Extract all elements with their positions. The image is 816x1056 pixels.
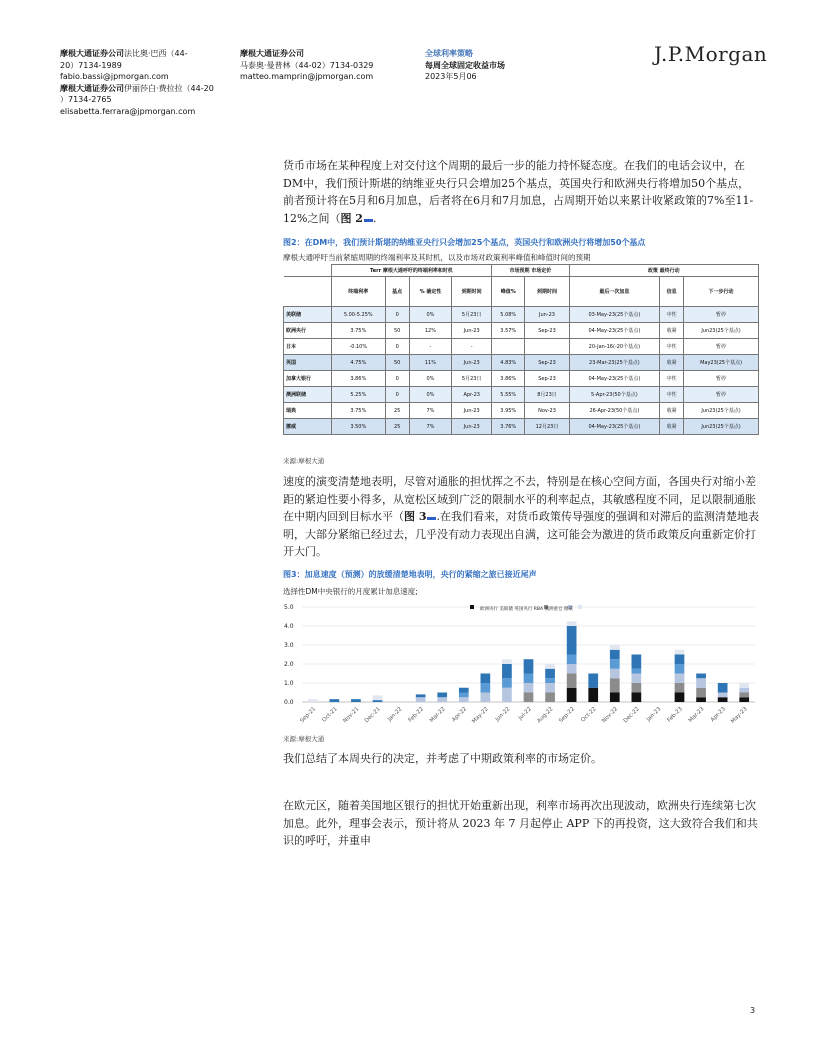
y-tick-label: 4.0: [284, 623, 294, 630]
paragraph-4: 在欧元区，随着美国地区银行的担忧开始重新出现，利率市场再次出现波动，欧洲央行连续第七次加息。此外，理事会表示，预计将从 2023 年 7 月起停止 APP 下的再投资，这大致符合我们和共识的呼吁，并重申: [283, 799, 758, 847]
bar-segment: [567, 655, 577, 665]
x-tick-label: Jan-23: [645, 706, 663, 723]
publication-title: 每周全球固定收益市场: [425, 60, 505, 70]
table-cell: 3.75%: [331, 403, 385, 419]
table-col-header: 基点: [385, 277, 409, 307]
table-row-label: 加拿大银行: [284, 371, 332, 387]
table-cell: Jun23(25个基点): [684, 403, 759, 419]
x-tick-label: Dec-22: [622, 706, 641, 725]
bar-segment: [524, 659, 534, 673]
bar-segment: [545, 693, 555, 703]
bar-segment: [545, 664, 555, 669]
bar-segment: [610, 669, 620, 679]
table-col-header: 最后一次加息: [569, 277, 660, 307]
bar-segment: [373, 700, 383, 702]
table-group-header-policy: 政策 最终行动: [569, 265, 758, 277]
jpmorgan-logo: J.P.Morgan: [654, 42, 768, 66]
x-tick-label: Jul-22: [517, 706, 533, 722]
table-group-header-market: 市场预期 市场定价: [492, 265, 569, 277]
table-row: [284, 323, 759, 339]
bar-segment: [718, 683, 728, 693]
table-col-header: 到期时间: [525, 277, 569, 307]
publication-block: [425, 48, 575, 83]
table-cell: 03-May-23(25个基点): [569, 307, 660, 323]
legend-swatch: [578, 605, 582, 609]
table-cell: 中性: [660, 307, 684, 323]
table-cell: Jun-23: [452, 419, 492, 435]
table-row-label: 瑞典: [284, 403, 332, 419]
x-tick-label: Feb-22: [407, 706, 426, 724]
bar-segment: [416, 694, 426, 697]
bar-segment: [610, 645, 620, 650]
table-cell: 5.08%: [492, 307, 525, 323]
bar-segment: [351, 699, 361, 702]
figure-3-link[interactable]: 图 3: [404, 510, 427, 523]
bar-segment: [718, 697, 728, 702]
table-cell: 3.76%: [492, 419, 525, 435]
bar-segment: [502, 659, 512, 664]
paragraph-1-tail: .: [372, 211, 377, 225]
bar-segment: [524, 683, 534, 693]
x-tick-label: Oct-21: [321, 706, 339, 724]
x-tick-label: Jun-22: [494, 706, 512, 723]
table-cell: Sep-23: [525, 371, 569, 387]
bar-segment: [696, 674, 706, 679]
bar-segment: [632, 683, 642, 693]
table-cell: 12月23日: [525, 419, 569, 435]
table-cell: 收紧: [660, 419, 684, 435]
table-cell: 3.95%: [492, 403, 525, 419]
bar-segment: [437, 693, 447, 698]
table-cell: 25: [385, 403, 409, 419]
table-col-header: % 确定性: [409, 277, 452, 307]
x-tick-label: Mar-23: [687, 706, 706, 724]
legend-swatch: [470, 605, 474, 609]
bar-segment: [588, 674, 598, 688]
figure-2-subtitle: 摩根大通呼吁当前紧缩周期的终端利率及其时机，以及市场对政策利率峰值和峰值时间的预期: [283, 253, 591, 262]
table-row-label: 挪威: [284, 419, 332, 435]
table-col-header: 峰值%: [492, 277, 525, 307]
publication-series: 全球利率策略: [425, 49, 473, 58]
table-cell: Nov-23: [525, 403, 569, 419]
bar-segment: [696, 678, 706, 688]
table-row: [284, 419, 759, 435]
x-tick-label: Aug-22: [536, 706, 555, 725]
paragraph-1-text: 货币市场在某种程度上对交付这个周期的最后一步的能力持怀疑态度。在我们的电话会议中，在DM中，我们预计斯堪的纳维亚央行只会增加25个基点，英国央行和欧洲央行将增加50个基点，前者预计将在5月和6月加息，后者将在6月和7月加息，占周期开始以来累计收紧政策的7%至11-12%之间（: [283, 159, 754, 225]
table-cell: 04-May-23(25个基点): [569, 323, 660, 339]
table-cell: 25: [385, 419, 409, 435]
table-cell: 20-Jan-16(-20个基点): [569, 339, 660, 355]
table-cell: 4.83%: [492, 355, 525, 371]
table-cell: 7%: [409, 419, 452, 435]
table-cell: 5.00-5.25%: [331, 307, 385, 323]
bar-segment: [632, 669, 642, 674]
table-cell: 3.50%: [331, 419, 385, 435]
bar-segment: [610, 650, 620, 660]
bar-segment: [739, 683, 749, 688]
bar-segment: [675, 664, 685, 674]
table-row: [284, 371, 759, 387]
x-tick-label: May-22: [471, 706, 490, 725]
x-tick-label: Apr-22: [451, 706, 469, 724]
table-row-label: 美联储: [284, 307, 332, 323]
author-firm-3: 摩根大通证券公司: [240, 49, 304, 58]
table-row-label: 澳洲联储: [284, 387, 332, 403]
bar-segment: [567, 626, 577, 655]
table-cell: -: [409, 339, 452, 355]
figure-2-source: 来源:摩根大通: [283, 457, 325, 465]
table-cell: Jun23(25个基点): [684, 323, 759, 339]
page-number: 3: [750, 1006, 756, 1015]
table-cell: 0%: [409, 371, 452, 387]
bar-segment: [675, 650, 685, 655]
bar-segment: [545, 678, 555, 683]
author-email-2: elisabetta.ferrara@jpmorgan.com: [60, 106, 196, 116]
table-cell: 3.86%: [331, 371, 385, 387]
table-cell: 暂停: [684, 339, 759, 355]
table-cell: 中性: [660, 339, 684, 355]
table-cell: Jun23(25个基点): [684, 419, 759, 435]
bar-segment: [459, 688, 469, 693]
bar-segment: [459, 697, 469, 702]
legend-text: 欧洲央行 美联储 英国央行 RBA 澳洲重仓 挪威: [480, 607, 573, 612]
bar-segment: [610, 659, 620, 669]
bar-segment: [373, 695, 383, 700]
table-cell: 11%: [409, 355, 452, 371]
bar-segment: [459, 693, 469, 698]
table-cell: 12%: [409, 323, 452, 339]
author-name-2: 伊丽莎白·费拉拉（44-20: [124, 83, 214, 93]
bar-segment: [739, 697, 749, 702]
table-cell: 0%: [409, 307, 452, 323]
table-cell: 50: [385, 355, 409, 371]
x-tick-label: Dec-21: [363, 706, 382, 725]
bar-segment: [545, 669, 555, 679]
table-cell: 暂停: [684, 371, 759, 387]
y-tick-label: 3.0: [284, 642, 294, 649]
figure-3-source: 来源:摩根大通: [283, 735, 325, 743]
table-cell: Apr-23: [452, 387, 492, 403]
author-block-2: [240, 48, 400, 83]
table-cell: [525, 339, 569, 355]
x-tick-label: Nov-22: [601, 706, 620, 725]
table-cell: 暂停: [684, 307, 759, 323]
table-row: [284, 403, 759, 419]
table-cell: [492, 339, 525, 355]
bar-segment: [696, 688, 706, 698]
bar-segment: [481, 683, 491, 693]
figure-2-link[interactable]: 图 2: [340, 211, 363, 225]
x-tick-label: Apr-23: [709, 706, 728, 724]
x-tick-label: Sep-22: [558, 706, 577, 725]
table-cell: 5.25%: [331, 387, 385, 403]
table-cell: 3.75%: [331, 323, 385, 339]
bar-segment: [739, 693, 749, 698]
table-cell: 26-Apr-23(50个基点): [569, 403, 660, 419]
figure-3-subtitle: 选择性DM中央银行的月度累计加息速度;: [283, 587, 418, 596]
table-cell: 8月23日: [525, 387, 569, 403]
table-cell: 5月23日: [452, 307, 492, 323]
table-cell: 收紧: [660, 355, 684, 371]
hike-pace-chart: [280, 600, 760, 735]
table-col-header: 到期时间: [452, 277, 492, 307]
table-group-header-jpm: Terr 摩根大通呼吁的终端利率和时机: [331, 265, 491, 277]
x-tick-label: Nov-21: [342, 706, 361, 725]
paragraph-2-tail: .在我们看来，对货币政策传导强度的强调和对滞后的监测清楚地表明，大部分紧缩已经过去，几乎没有动力表现出自满，这可能会为激进的货币政策反向重新定价打开大门。: [283, 510, 759, 558]
paragraph-2-text: 速度的演变清楚地表明，尽管对通胀的担忧挥之不去，特别是在核心空间方面，各国央行对缩小差距的紧迫性要小得多，从宽松区域到广泛的限制水平的利率起点，其敏感程度不同，足以限制通胀在中期内回到目标水平（: [283, 475, 756, 523]
bar-segment: [437, 697, 447, 702]
table-cell: 3.86%: [492, 371, 525, 387]
bar-segment: [718, 693, 728, 698]
link-marker: [364, 219, 373, 222]
bar-segment: [524, 693, 534, 703]
table-cell: Jun-23: [525, 307, 569, 323]
bar-segment: [502, 688, 512, 702]
table-col-header: 终端利率: [331, 277, 385, 307]
table-col-header: 下一步行动: [684, 277, 759, 307]
bar-segment: [632, 693, 642, 703]
table-row-label: 英国: [284, 355, 332, 371]
table-cell: 7%: [409, 403, 452, 419]
table-row: [284, 387, 759, 403]
x-tick-label: Mar-22: [428, 706, 447, 724]
x-tick-label: Sep-21: [299, 706, 318, 725]
y-tick-label: 0.0: [284, 699, 294, 706]
table-cell: 5月23日: [452, 371, 492, 387]
table-row: [284, 339, 759, 355]
author-name-3: 马泰奥·曼普林（44-02）7134-0329: [240, 60, 374, 70]
bar-segment: [567, 674, 577, 688]
table-col-header: 信息: [660, 277, 684, 307]
publication-date: 2023年5月06: [425, 72, 477, 81]
y-tick-label: 2.0: [284, 661, 294, 668]
author-email-3: matteo.mamprin@jpmorgan.com: [240, 72, 374, 81]
x-tick-label: Jan-22: [386, 706, 404, 723]
bar-segment: [675, 683, 685, 693]
bar-segment: [502, 678, 512, 688]
bar-segment: [567, 688, 577, 702]
table-cell: -0.10%: [331, 339, 385, 355]
author-firm-1: 摩根大通证券公司: [60, 49, 124, 58]
bar-segment: [330, 699, 340, 702]
bar-segment: [524, 674, 534, 684]
bar-segment: [416, 697, 426, 702]
table-cell: 0: [385, 371, 409, 387]
table-cell: Sep-23: [525, 323, 569, 339]
table-cell: 收紧: [660, 403, 684, 419]
table-cell: -: [452, 339, 492, 355]
bar-segment: [545, 683, 555, 693]
table-cell: 0: [385, 339, 409, 355]
bar-segment: [308, 699, 318, 702]
table-row-label: 欧洲央行: [284, 323, 332, 339]
bar-segment: [739, 688, 749, 693]
table-cell: 0: [385, 387, 409, 403]
bar-segment: [610, 693, 620, 703]
figure-3-title: 图3：加息速度（预测）的放缓清楚地表明，央行的紧缩之旅已接近尾声: [283, 570, 537, 579]
table-cell: Sep-23: [525, 355, 569, 371]
paragraph-2: [283, 473, 759, 561]
bar-segment: [632, 655, 642, 669]
author-phone-1: 20）7134-1989: [60, 60, 122, 70]
author-name-1: 法比奥·巴西（44-: [124, 49, 188, 58]
table-cell: 中性: [660, 371, 684, 387]
bar-segment: [675, 655, 685, 665]
author-block-1: [60, 48, 220, 117]
bar-segment: [610, 678, 620, 692]
bar-segment: [632, 674, 642, 684]
x-tick-label: Oct-22: [580, 706, 598, 724]
paragraph-3: 我们总结了本周央行的决定，并考虑了中期政策利率的市场定价。: [283, 752, 602, 765]
table-cell: 5-Apr-23(50个基点): [569, 387, 660, 403]
y-tick-label: 1.0: [284, 680, 294, 687]
author-phone-2: ）7134-2765: [60, 95, 112, 104]
bar-segment: [481, 693, 491, 703]
table-cell: 4.75%: [331, 355, 385, 371]
bar-segment: [567, 664, 577, 674]
bar-segment: [696, 697, 706, 702]
table-cell: 中性: [660, 387, 684, 403]
table-cell: Jun-23: [452, 323, 492, 339]
table-row-label: 日本: [284, 339, 332, 355]
table-cell: 0: [385, 307, 409, 323]
y-tick-label: 5.0: [284, 604, 294, 611]
table-cell: 04-May-23(25个基点): [569, 419, 660, 435]
table-cell: 04-May-23(25个基点): [569, 371, 660, 387]
bar-segment: [502, 664, 512, 678]
table-cell: Jun-23: [452, 403, 492, 419]
table-cell: 23-Mar-23(25个基点): [569, 355, 660, 371]
table-row: [284, 307, 759, 323]
table-cell: 0%: [409, 387, 452, 403]
x-tick-label: Feb-23: [666, 706, 684, 724]
table-cell: 3.57%: [492, 323, 525, 339]
bar-segment: [588, 688, 598, 702]
bar-segment: [567, 621, 577, 626]
figure-2-title: 图2：在DM中，我们预计斯堪的纳维亚央行只会增加25个基点，英国央行和欧洲央行将增加50个基点: [283, 238, 646, 247]
bar-segment: [675, 674, 685, 684]
table-cell: 50: [385, 323, 409, 339]
paragraph-1: [283, 157, 759, 227]
table-cell: 暂停: [684, 387, 759, 403]
author-email-1: fabio.bassi@jpmorgan.com: [60, 72, 169, 81]
bar-segment: [481, 674, 491, 684]
table-cell: Jun-23: [452, 355, 492, 371]
bar-segment: [675, 693, 685, 703]
table-cell: May23(25个基点): [684, 355, 759, 371]
table-cell: 收紧: [660, 323, 684, 339]
x-tick-label: May-23: [730, 706, 749, 725]
author-firm-2: 摩根大通证券公司: [60, 83, 124, 93]
table-row: [284, 355, 759, 371]
policy-rate-table: [283, 264, 759, 435]
table-cell: 5.55%: [492, 387, 525, 403]
